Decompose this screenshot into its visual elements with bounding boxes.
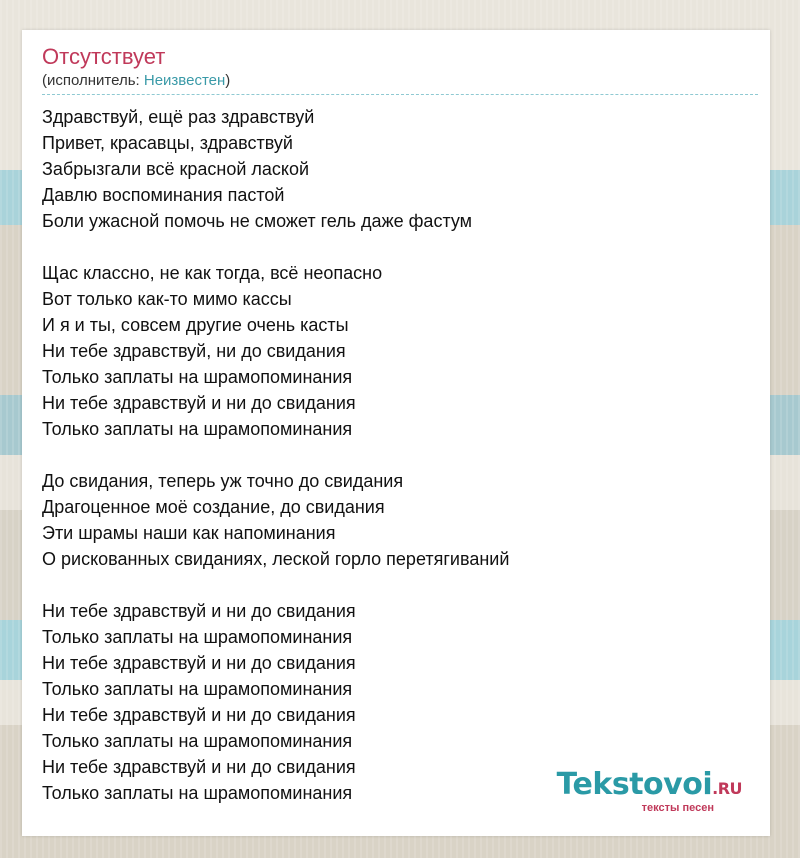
lyrics-line: Только заплаты на шрамопоминания <box>42 367 353 387</box>
lyrics-line: Только заплаты на шрамопоминания <box>42 627 353 647</box>
song-title: Отсутствует <box>42 44 166 69</box>
logo-name: Tekstovoi <box>556 767 713 802</box>
lyrics-line: Ни тебе здравствуй и ни до свидания <box>42 393 356 413</box>
logo-wordmark <box>556 767 742 804</box>
title-divider <box>42 94 758 95</box>
artist-prefix: (исполнитель: <box>42 72 144 89</box>
artist-suffix: ) <box>225 72 231 89</box>
lyrics-line: И я и ты, совсем другие очень касты <box>42 315 349 335</box>
lyrics-line: Ни тебе здравствуй и ни до свидания <box>42 653 356 673</box>
lyrics-line: Ни тебе здравствуй, ни до свидания <box>42 341 346 361</box>
lyrics-line: Привет, красавцы, здравствуй <box>42 133 293 153</box>
lyrics-line: Эти шрамы наши как напоминания <box>42 523 336 543</box>
lyrics-line: Щас классно, не как тогда, всё неопасно <box>42 263 383 283</box>
lyrics-line: Только заплаты на шрамопоминания <box>42 731 353 751</box>
lyrics-line: Только заплаты на шрамопоминания <box>42 783 353 803</box>
logo-tagline: тексты песен <box>641 802 714 814</box>
lyrics-line: До свидания, теперь уж точно до свидания <box>42 471 404 491</box>
lyrics-card <box>22 30 770 836</box>
lyrics-line: Только заплаты на шрамопоминания <box>42 419 353 439</box>
lyrics-line: Давлю воспоминания пастой <box>42 185 285 205</box>
lyrics-line: Драгоценное моё создание, до свидания <box>42 497 385 517</box>
lyrics-text <box>42 104 752 806</box>
lyrics-line: Здравствуй, ещё раз здравствуй <box>42 107 315 127</box>
lyrics-blank-line <box>42 442 752 468</box>
lyrics-line: Только заплаты на шрамопоминания <box>42 679 353 699</box>
logo-tld: .RU <box>712 779 742 798</box>
lyrics-line: Ни тебе здравствуй и ни до свидания <box>42 705 356 725</box>
artist-line <box>42 72 230 89</box>
artist-link[interactable]: Неизвестен <box>143 72 226 89</box>
lyrics-line: Забрызгали всё красной лаской <box>42 159 310 179</box>
lyrics-blank-line <box>42 572 752 598</box>
lyrics-line: Ни тебе здравствуй и ни до свидания <box>42 601 356 621</box>
lyrics-line: О рискованных свиданиях, леской горло перетягиваний <box>42 549 510 569</box>
lyrics-blank-line <box>42 234 752 260</box>
site-logo[interactable] <box>556 767 742 814</box>
lyrics-line: Ни тебе здравствуй и ни до свидания <box>42 757 356 777</box>
lyrics-line: Вот только как-то мимо кассы <box>42 289 292 309</box>
lyrics-line: Боли ужасной помочь не сможет гель даже фастум <box>42 211 473 231</box>
